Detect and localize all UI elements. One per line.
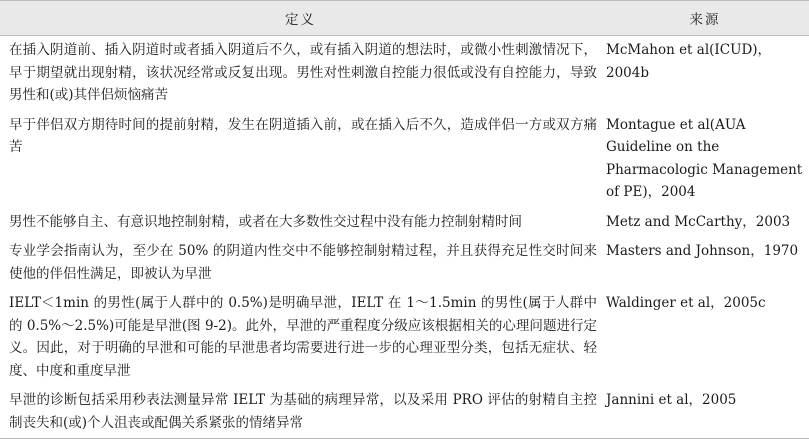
header-source: 来源	[601, 1, 809, 36]
table-row	[0, 386, 809, 439]
source-cell: Masters and Johnson，1970	[606, 243, 799, 259]
table-row	[0, 111, 809, 208]
source-cell: McMahon et al(ICUD)，2004b	[606, 42, 772, 81]
table-row	[0, 36, 809, 111]
source-cell: Waldinger et al，2005c	[606, 295, 766, 311]
table-body	[0, 36, 809, 439]
definition-cell: 男性不能够自主、有意识地控制射精，或者在大多数性交过程中没有能力控制射精时间	[9, 213, 522, 230]
definition-cell: IELT＜1min 的男性(属于人群中的 0.5%)是明确早泄，IELT 在 1～1.5min 的男性(属于人群中的 0.5%～2.5%)可能是早泄(图 9-2)。此外，早泄的严重程度分级应该根据相关的心理问题进行定义。因此，对于明确的早泄和可能的早泄患者均需要进行进一步的心理亚型分类，包括无症状、轻度、中度和重度早泄	[9, 295, 597, 379]
table-row	[0, 208, 809, 238]
definition-cell: 早于伴侣双方期待时间的提前射精，发生在阴道插入前，或在插入后不久，造成伴侣一方或双方痛苦	[9, 116, 597, 155]
source-cell: Metz and McCarthy，2003	[606, 213, 791, 230]
table-row	[0, 237, 809, 289]
table-row	[0, 289, 809, 386]
definition-cell: 早泄的诊断包括采用秒表法测量异常 IELT 为基础的病理异常，以及采用 PRO 评估的射精自主控制丧失和(或)个人沮丧或配偶关系紧张的情绪异常	[0, 386, 601, 439]
source-cell: Jannini et al，2005	[601, 386, 809, 439]
source-cell: Montague et al(AUA Guideline on the Pharmacologic Management of PE)，2004	[606, 116, 803, 200]
header-definition: 定义	[0, 1, 601, 36]
definition-cell: 专业学会指南认为，至少在 50% 的阴道内性交中不能够控制射精过程，并且获得充足性交时间来使他的伴侣性满足，即被认为早泄	[9, 243, 597, 282]
definition-cell: 在插入阴道前、插入阴道时或者插入阴道后不久，或有插入阴道的想法时，或微小性刺激情况下，早于期望就出现射精，该状况经常或反复出现。男性对性刺激自控能力很低或没有自控能力，导致男性和(或)其伴侣烦恼痛苦	[9, 42, 597, 103]
header-row	[0, 1, 809, 36]
table-header	[0, 1, 809, 36]
